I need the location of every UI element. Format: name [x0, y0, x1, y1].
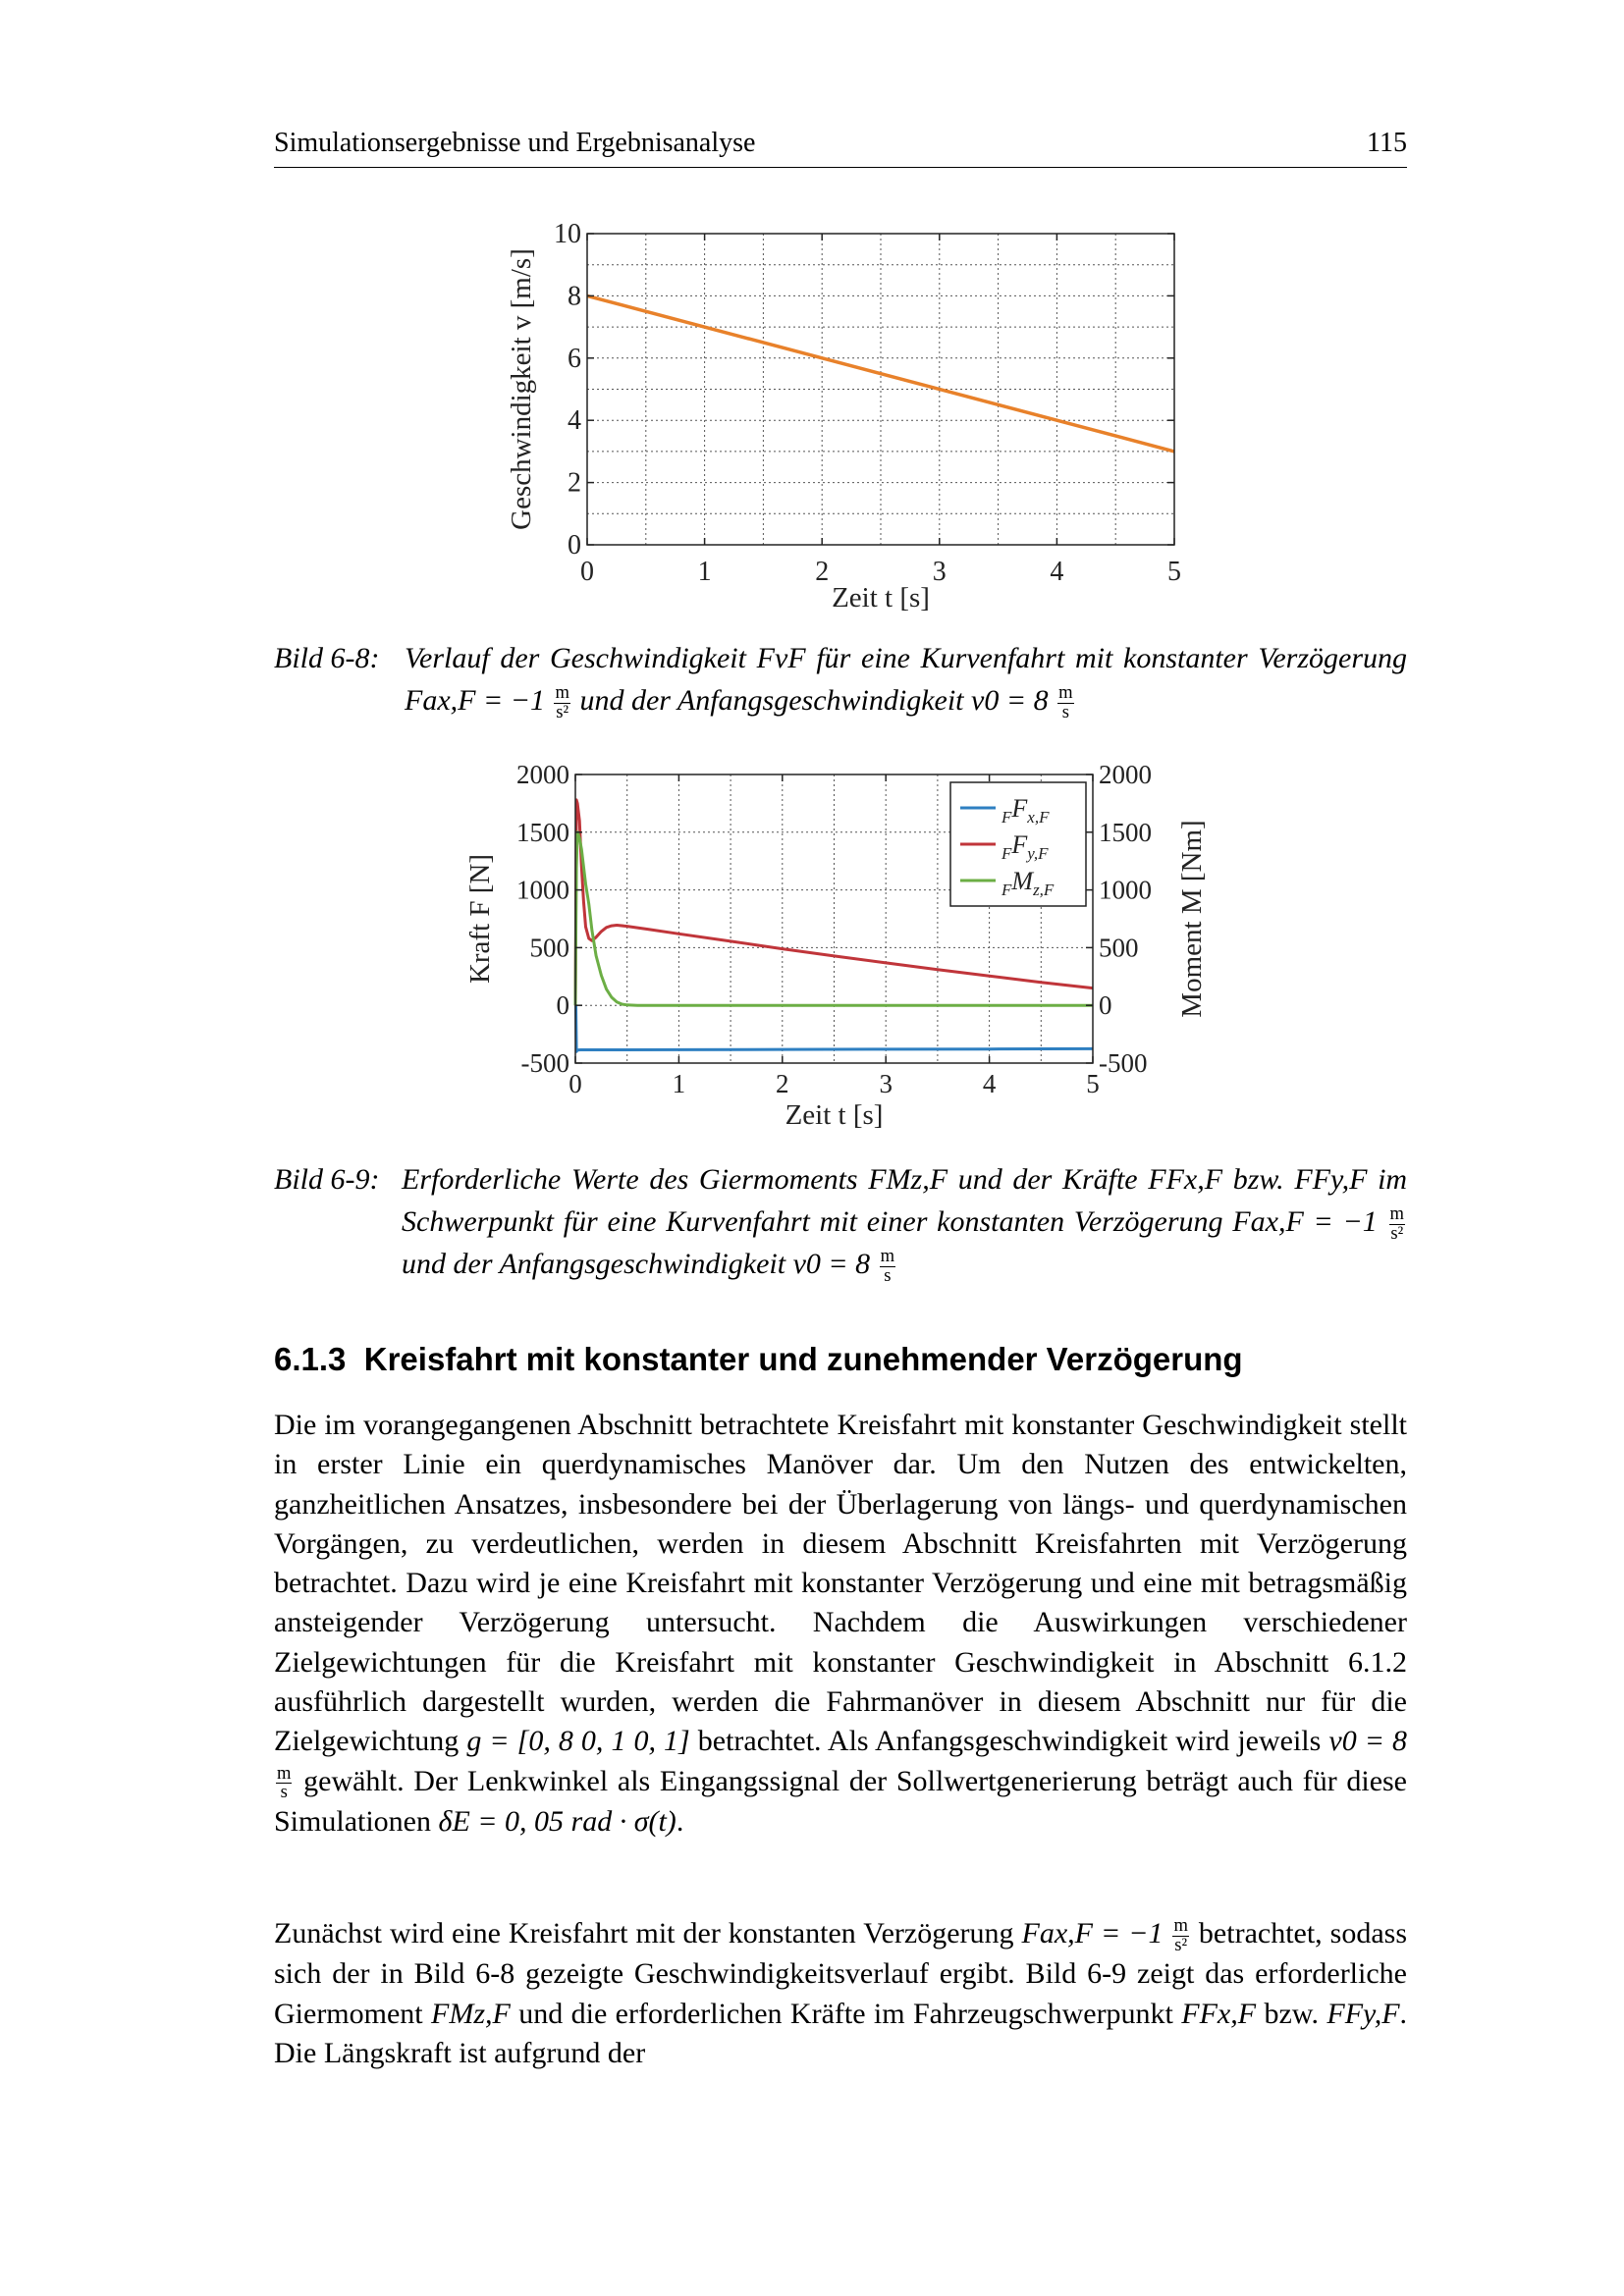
x-tick-label: 0 [580, 557, 594, 587]
x-tick-label: 5 [1167, 557, 1181, 587]
y-tick-label: 0 [568, 530, 581, 561]
section-heading [274, 1341, 1243, 1378]
math-fax: Fax,F = −1 [405, 684, 545, 717]
plot-frame [587, 234, 1174, 545]
x-tick-label: 2 [815, 557, 830, 587]
series-line-0 [587, 295, 1174, 452]
y-axis-label: Geschwindigkeit v [m/s] [506, 248, 537, 530]
caption-text: Verlauf der Geschwindigkeit [405, 642, 746, 674]
math-ffx: FFx,F [1148, 1163, 1223, 1196]
unit-m: m [1173, 1915, 1188, 1937]
y-tick-label: 1000 [516, 875, 569, 905]
math-ffy: FFy,F [1294, 1163, 1368, 1196]
math-fmz: FMz,F [431, 1997, 511, 2030]
y2-tick-label: 1000 [1099, 875, 1152, 905]
math-v0: v0 = 8 [792, 1248, 871, 1281]
unit-s2: s² [1174, 1934, 1188, 1955]
y2-tick-label: 2000 [1099, 760, 1152, 789]
x-tick-label: 3 [932, 557, 947, 587]
paragraph-text: . Die Längskraft ist aufgrund der [274, 1997, 1408, 2069]
y2-tick-label: -500 [1099, 1048, 1148, 1078]
y-tick-label: 500 [529, 933, 569, 963]
paragraph-text: bzw. [1264, 1997, 1320, 2030]
y-tick-label: 2000 [516, 760, 569, 789]
y-tick-label: -500 [520, 1048, 569, 1078]
legend-entry: $_FM_{z,F}$ [1001, 867, 1055, 899]
y-tick-label: 4 [568, 405, 581, 437]
paragraph-text: . [676, 1804, 684, 1838]
paragraph-text: Zunächst wird eine Kreisfahrt mit der konstanten Verzögerung [274, 1917, 1014, 1949]
x-tick-label: 3 [879, 1069, 893, 1098]
body-paragraph-1 [274, 1406, 1407, 1842]
math-v0: v0 = 8 [971, 684, 1049, 717]
running-head-title: Simulationsergebnisse und Ergebnisanalyse [274, 128, 756, 158]
figure-6-8-caption [274, 637, 1407, 721]
math-fmz: FMz,F [868, 1163, 948, 1196]
y2-tick-label: 1500 [1099, 817, 1152, 847]
caption-text: im Schwerpunkt für eine Kurvenfahrt mit einer konstanten Verzögerung [402, 1163, 1408, 1238]
unit-s2: s² [1390, 1222, 1404, 1244]
math-g-vector: g = [0, 8 0, 1 0, 1] [466, 1725, 690, 1758]
legend-entry: $_FF_{x,F}$ [1001, 794, 1050, 827]
y-tick-label: 10 [554, 221, 581, 249]
y-tick-label: 8 [568, 281, 581, 312]
y-tick-label: 0 [556, 990, 569, 1021]
math-fvf: FvF [756, 642, 806, 674]
caption-text: und der Kräfte [957, 1163, 1138, 1196]
unit-m: m [1389, 1203, 1405, 1225]
x-tick-label: 1 [672, 1069, 686, 1098]
unit-m: m [277, 1762, 292, 1784]
velocity-chart [491, 221, 1198, 623]
section-title: Kreisfahrt mit konstanter und zunehmender Verzögerung [363, 1341, 1243, 1377]
caption-text: und der Anfangsgeschwindigkeit [579, 684, 964, 717]
math-delta: δE = 0, 05 rad · σ(t) [438, 1804, 677, 1838]
x-tick-label: 4 [982, 1069, 997, 1098]
math-fax: Fax,F = −1 [1232, 1205, 1378, 1238]
unit-s: s [884, 1264, 892, 1286]
unit-s2: s² [556, 701, 569, 722]
y2-tick-label: 500 [1099, 933, 1139, 963]
section-number: 6.1.3 [274, 1341, 347, 1377]
paragraph-text: betrachtet. Als Anfangsgeschwindigkeit wird jeweils [697, 1725, 1322, 1758]
unit-m: m [1058, 682, 1073, 704]
y2-tick-label: 0 [1099, 990, 1112, 1021]
math-ffy: FFy,F [1326, 1997, 1400, 2030]
math-fax: Fax,F = −1 [1021, 1917, 1164, 1949]
body-paragraph-2 [274, 1914, 1407, 2073]
paragraph-text: betrachtet, sodass sich der in Bild 6-8 gezeigte Geschwindigkeitsverlauf ergibt. Bild 6-9 zeigt das erforderliche Giermoment [274, 1917, 1408, 2030]
caption-label: Bild 6-9: [274, 1163, 380, 1196]
unit-m: m [880, 1246, 895, 1267]
x-axis-label: Zeit t [s] [785, 1099, 884, 1131]
page-number: 115 [1367, 128, 1407, 158]
unit-s: s [1061, 701, 1069, 722]
math-v0: v0 = 8 [1328, 1725, 1408, 1758]
x-tick-label: 5 [1086, 1069, 1100, 1098]
x-tick-label: 4 [1050, 557, 1064, 587]
running-head [274, 128, 1407, 168]
y-tick-label: 6 [568, 343, 581, 374]
caption-label: Bild 6-8: [274, 642, 380, 674]
paragraph-text: gewählt. Der Lenkwinkel als Eingangssignal der Sollwertgenerierung beträgt auch für diese Simulationen [274, 1764, 1407, 1838]
y-axis-label: Kraft F [N] [464, 853, 496, 985]
x-tick-label: 2 [776, 1069, 789, 1098]
math-ffx: FFx,F [1181, 1997, 1257, 2030]
paragraph-text: Die im vorangegangenen Abschnitt betrachtete Kreisfahrt mit konstanter Geschwindigkeit stellt in erster Linie ein querdynamisches Manöver dar. Um den Nutzen des entwickelten, ganzheitlichen Ansatzes, insbesondere bei der Überlagerung von längs- und querdynamischen Vorgängen, zu verdeutlichen, werden in diesem Abschnitt Kreisfahrten mit Verzögerung betrachtet. Dazu wird je eine Kreisfahrt mit konstanter Verzögerung und eine mit betragsmäßig ansteigender Verzögerung untersucht. Nachdem die Auswirkungen verschiedener Zielgewichtungen für die Kreisfahrt mit konstanter Geschwindigkeit in Abschnitt 6.1.2 ausführlich dargestellt wurden, werden die Fahrmanöver in diesem Abschnitt nur für die Zielgewichtung [274, 1409, 1407, 1758]
caption-text: für eine Kurvenfahrt mit konstanter Verzögerung [816, 642, 1408, 674]
unit-s: s [280, 1782, 288, 1803]
paragraph-text: und die erforderlichen Kräfte im Fahrzeugschwerpunkt [518, 1997, 1173, 2030]
y2-axis-label: Moment M [Nm] [1176, 820, 1208, 1018]
x-axis-label: Zeit t [s] [832, 582, 930, 614]
y-tick-label: 2 [568, 467, 581, 499]
y-tick-label: 1500 [516, 817, 569, 847]
figure-6-9-caption [274, 1158, 1407, 1285]
legend-entry: $_FF_{y,F}$ [1001, 830, 1049, 863]
caption-text: Erforderliche Werte des Giermoments [402, 1163, 858, 1196]
caption-text: bzw. [1232, 1163, 1284, 1196]
x-tick-label: 0 [568, 1069, 582, 1098]
caption-text: und der Anfangsgeschwindigkeit [402, 1248, 786, 1281]
unit-m: m [555, 682, 569, 704]
force-moment-chart [461, 751, 1227, 1148]
x-tick-label: 1 [697, 557, 712, 587]
